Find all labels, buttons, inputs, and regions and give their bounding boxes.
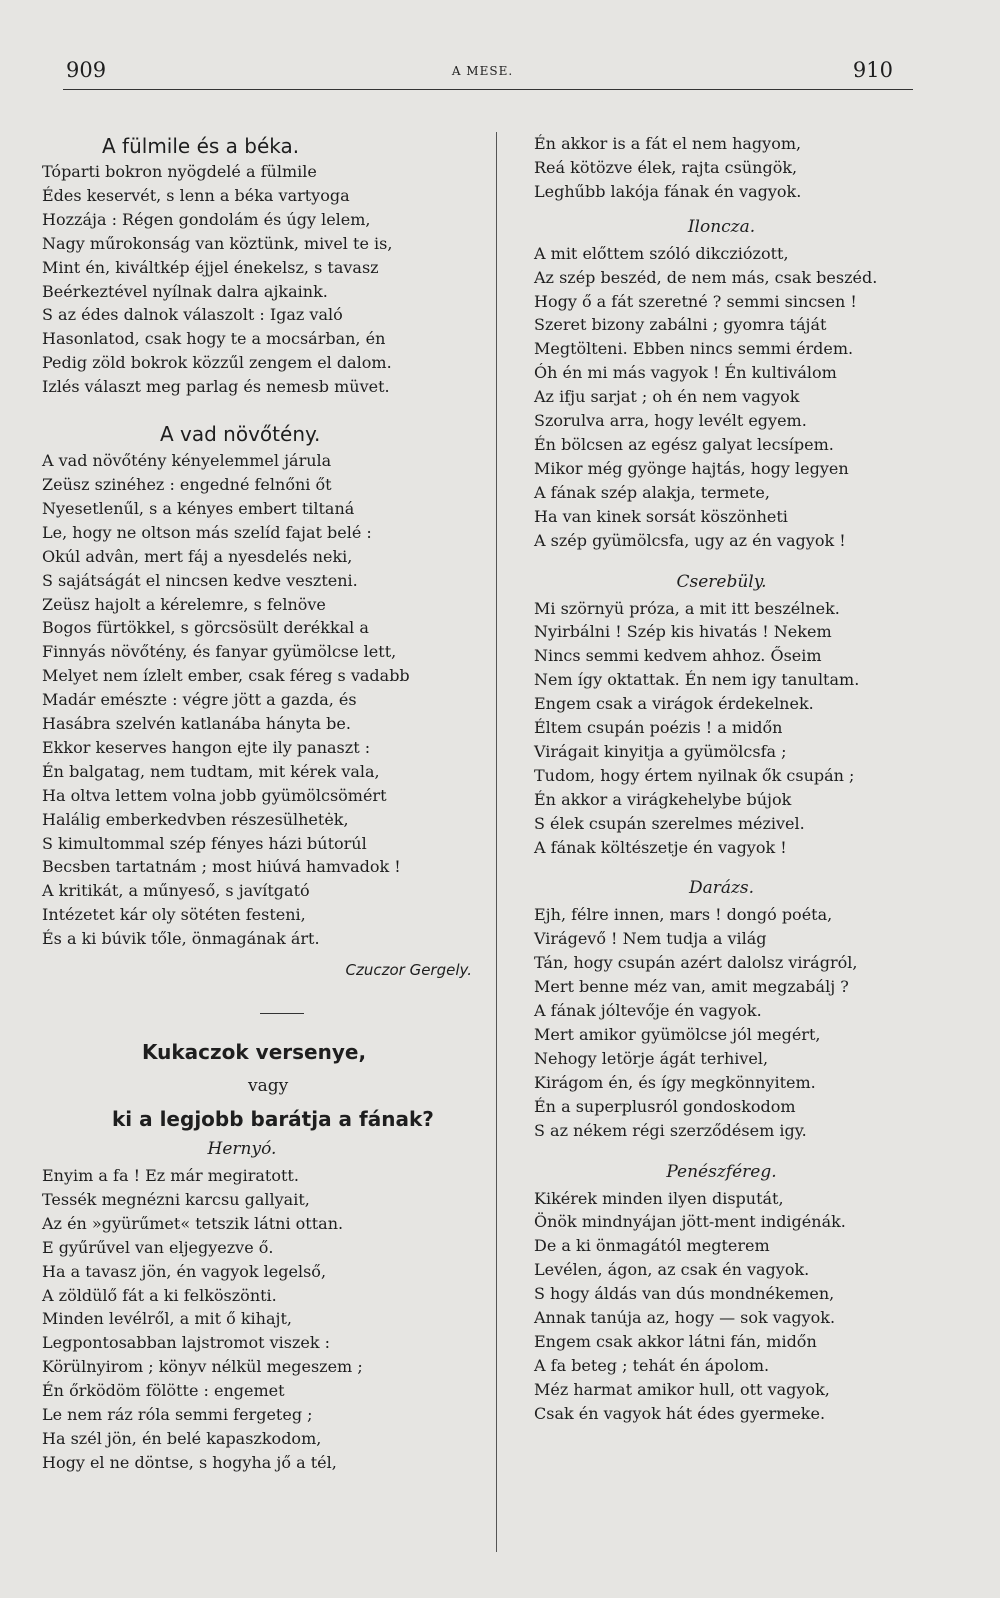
verse-line: Szeret bizony zabálni ; gyomra táját <box>534 315 827 335</box>
poem-body <box>42 449 472 951</box>
verse-line: Nagy műrokonság van köztünk, mivel te is, <box>42 233 393 253</box>
right-column <box>534 132 929 1426</box>
poem-title: A vad növőtény. <box>160 422 321 447</box>
verse-line: Édes keservét, s lenn a béka vartyoga <box>42 185 350 205</box>
verse-line: Nincs semmi kedvem ahhoz. Őseim <box>534 646 822 666</box>
verse-line: Finnyás növőtény, és fanyar gyümölcse lett, <box>42 642 397 662</box>
verse-line: Intézetet kár oly sötéten festeni, <box>42 905 306 925</box>
verse-line: Ejh, félre innen, mars ! dongó poéta, <box>534 905 833 925</box>
verse-line: Le nem ráz róla semmi fergeteg ; <box>42 1405 313 1425</box>
verse-line: Hasábra szelvén katlanába hányta be. <box>42 714 351 734</box>
verse-line: Becsben tartatnám ; most hiúvá hamvadok ! <box>42 857 401 877</box>
verse-line: Méz harmat amikor hull, ott vagyok, <box>534 1379 830 1399</box>
verse-line: Mikor még gyönge hajtás, hogy legyen <box>534 458 849 478</box>
verse-line: Izlés választ meg parlag és nemesb müvet. <box>42 377 390 397</box>
verse-line: Ha oltva lettem volna jobb gyümölcsömért <box>42 785 387 805</box>
verse-line: S az édes dalnok válaszolt : Igaz való <box>42 305 343 325</box>
verse-line: S élek csupán szerelmes mézivel. <box>534 813 805 833</box>
verse-line: A fának szép alakja, termete, <box>534 482 770 502</box>
verse-line: Bogos fürtökkel, s görcsösült derékkal a <box>42 618 369 638</box>
verse-line: Halálig emberkedvben részesülhetėk, <box>42 809 349 829</box>
verse-line: Megtölteni. Ebben nincs semmi érdem. <box>534 339 854 359</box>
verse-line: Éltem csupán poézis ! a midőn <box>534 718 783 738</box>
speaker-name: Hernyó. <box>207 1139 277 1159</box>
verse-line: S kimultommal szép fényes házi bútorúl <box>42 833 367 853</box>
verse-line: Hasonlatod, csak hogy te a mocsárban, én <box>42 329 386 349</box>
verse-line: Nem így oktattak. Én nem igy tanultam. <box>534 670 860 690</box>
verse-line: Önök mindnyájan jött-ment indigénák. <box>534 1212 846 1232</box>
poem-body <box>534 132 929 204</box>
verse-line: E gyűrűvel van eljegyezve ő. <box>42 1237 274 1257</box>
verse-line: Le, hogy ne oltson más szelíd fajat belé : <box>42 522 372 542</box>
section-subtitle: ki a legjobb barátja a fának? <box>112 1107 434 1131</box>
verse-line: A fának jóltevője én vagyok. <box>534 1001 762 1021</box>
speaker-name: Penészféreg. <box>666 1161 777 1182</box>
verse-line: Minden levélről, a mit ő kihajt, <box>42 1309 292 1329</box>
speaker-name: Iloncza. <box>687 216 756 237</box>
verse-line: Az szép beszéd, de nem más, csak beszéd. <box>534 267 878 287</box>
section-rule <box>260 1013 304 1014</box>
speaker-name: Cserebüly. <box>676 571 767 592</box>
verse-line: Ekkor keserves hangon ejte ily panaszt : <box>42 737 371 757</box>
verse-line: Mert benne méz van, amit megzabálj ? <box>534 977 849 997</box>
verse-line: Az ifju sarjat ; oh én nem vagyok <box>534 387 800 407</box>
verse-line: Csak én vagyok hát édes gyermeke. <box>534 1403 826 1423</box>
verse-line: Kirágom én, és így megkönnyitem. <box>534 1072 816 1092</box>
left-column <box>42 132 472 1475</box>
verse-line: Hogy ő a fát szeretné ? semmi sincsen ! <box>534 291 857 311</box>
section-title-connector: vagy <box>248 1076 289 1096</box>
verse-line: Mert amikor gyümölcse jól megért, <box>534 1025 821 1044</box>
verse-line: Annak tanúja az, hogy — sok vagyok. <box>534 1308 836 1328</box>
verse-line: Leghűbb lakója fának én vagyok. <box>534 181 802 201</box>
page-header <box>60 52 905 92</box>
verse-line: Az én »gyürűmet« tetszik látni ottan. <box>42 1213 344 1233</box>
verse-line: Ha szél jön, én belé kapaszkodom, <box>42 1428 322 1448</box>
verse-line: A fának költészetje én vagyok ! <box>534 837 787 857</box>
verse-line: De a ki önmagától megterem <box>534 1236 770 1256</box>
column-divider <box>496 132 497 1552</box>
poem-title: A fülmile és a béka. <box>102 134 300 158</box>
verse-line: Reá kötözve élek, rajta csüngök, <box>534 157 798 177</box>
verse-line: Pedig zöld bokrok közzűl zengem el dalom. <box>42 353 392 373</box>
verse-line: Levélen, ágon, az csak én vagyok. <box>534 1260 810 1280</box>
verse-line: Tessék megnézni karcsu gallyait, <box>42 1189 310 1209</box>
verse-line: A fa beteg ; tehát én ápolom. <box>534 1355 770 1375</box>
verse-line: A vad növőtény kényelemmel járula <box>42 451 332 471</box>
verse-line: S az nékem régi szerződésem igy. <box>534 1120 807 1140</box>
verse-line: A szép gyümölcsfa, ugy az én vagyok ! <box>534 530 846 550</box>
page-number-left: 909 <box>66 58 107 82</box>
verse-line: Tán, hogy csupán azért dalolsz virágról, <box>534 953 858 973</box>
speaker-name: Darázs. <box>688 878 755 899</box>
verse-line: És a ki búvik tőle, önmagának árt. <box>42 929 320 949</box>
poem-body <box>534 903 929 1142</box>
verse-line: Okúl advân, mert fáj a nyesdelés neki, <box>42 546 353 566</box>
poem-body <box>534 597 929 860</box>
verse-line: Beérkeztével nyílnak dalra ajkaink. <box>42 281 328 301</box>
poem-body <box>534 1187 929 1426</box>
verse-line: Engem csak a virágok érdekelnek. <box>534 694 814 714</box>
verse-line: A kritikát, a műnyeső, s javítgató <box>42 881 310 901</box>
verse-line: Hozzája : Régen gondolám és úgy lelem, <box>42 209 371 229</box>
poem-body <box>42 1164 472 1475</box>
verse-line: Ha van kinek sorsát köszönheti <box>534 506 788 526</box>
verse-line: Virágevő ! Nem tudja a világ <box>534 929 767 949</box>
verse-line: Én bölcsen az egész galyat lecsípem. <box>534 434 834 454</box>
verse-line: Én a superplusról gondoskodom <box>534 1096 796 1116</box>
verse-line: Óh én mi más vagyok ! Én kultiválom <box>534 363 837 383</box>
verse-line: Zeüsz hajolt a kérelemre, s felnöve <box>42 594 326 614</box>
verse-line: Enyim a fa ! Ez már megiratott. <box>42 1166 299 1185</box>
page-number-right: 910 <box>852 58 893 82</box>
verse-line: Hogy el ne döntse, s hogyha jő a tél, <box>42 1452 337 1472</box>
verse-line: Nyirbálni ! Szép kis hivatás ! Nekem <box>534 622 832 642</box>
verse-line: Mint én, kiváltkép éjjel énekelsz, s tavasz <box>42 257 379 277</box>
verse-line: S sajátságát el nincsen kedve veszteni. <box>42 570 358 590</box>
poem-body <box>42 160 472 399</box>
verse-line: Engem csak akkor látni fán, midőn <box>534 1331 817 1351</box>
verse-line: Szorulva arra, hogy levélt egyem. <box>534 411 807 431</box>
header-rule <box>63 89 913 90</box>
verse-line: Körülnyirom ; könyv nélkül megeszem ; <box>42 1357 363 1377</box>
verse-line: Nyesetlenűl, s a kényes embert tiltaná <box>42 498 355 518</box>
verse-line: Melyet nem ízlelt ember, csak féreg s vadabb <box>42 666 410 686</box>
verse-line: Madár emészte : végre jött a gazda, és <box>42 690 357 710</box>
verse-line: Tudom, hogy értem nyilnak ők csupán ; <box>534 765 855 785</box>
verse-line: Én balgatag, nem tudtam, mit kérek vala, <box>42 761 380 781</box>
verse-line: Én őrködöm fölötte : engemet <box>42 1381 285 1401</box>
section-title: Kukaczok versenye, <box>142 1040 367 1064</box>
verse-line: Nehogy letörje ágát terhivel, <box>534 1048 769 1068</box>
running-title: A MESE. <box>451 64 514 78</box>
verse-line: Mi szörnyü próza, a mit itt beszélnek. <box>534 598 840 618</box>
verse-line: Tóparti bokron nyögdelé a fülmile <box>42 162 317 181</box>
verse-line: A mit előttem szóló dikcziózott, <box>534 243 789 263</box>
author-signature: Czuczor Gergely. <box>345 961 472 980</box>
verse-line: Virágait kinyitja a gyümölcsfa ; <box>534 741 787 761</box>
verse-line: Zeüsz szinéhez : engedné felnőni őt <box>42 474 332 494</box>
poem-body <box>534 242 929 553</box>
verse-line: Én akkor is a fát el nem hagyom, <box>534 134 802 153</box>
verse-line: Kikérek minden ilyen disputát, <box>534 1188 784 1208</box>
verse-line: Én akkor a virágkehelybe bújok <box>534 789 792 809</box>
verse-line: Legpontosabban lajstromot viszek : <box>42 1333 331 1353</box>
verse-line: Ha a tavasz jön, én vagyok legelső, <box>42 1261 327 1281</box>
verse-line: S hogy áldás van dús mondnékemen, <box>534 1284 835 1304</box>
verse-line: A zöldülő fát a ki felköszönti. <box>42 1285 277 1305</box>
